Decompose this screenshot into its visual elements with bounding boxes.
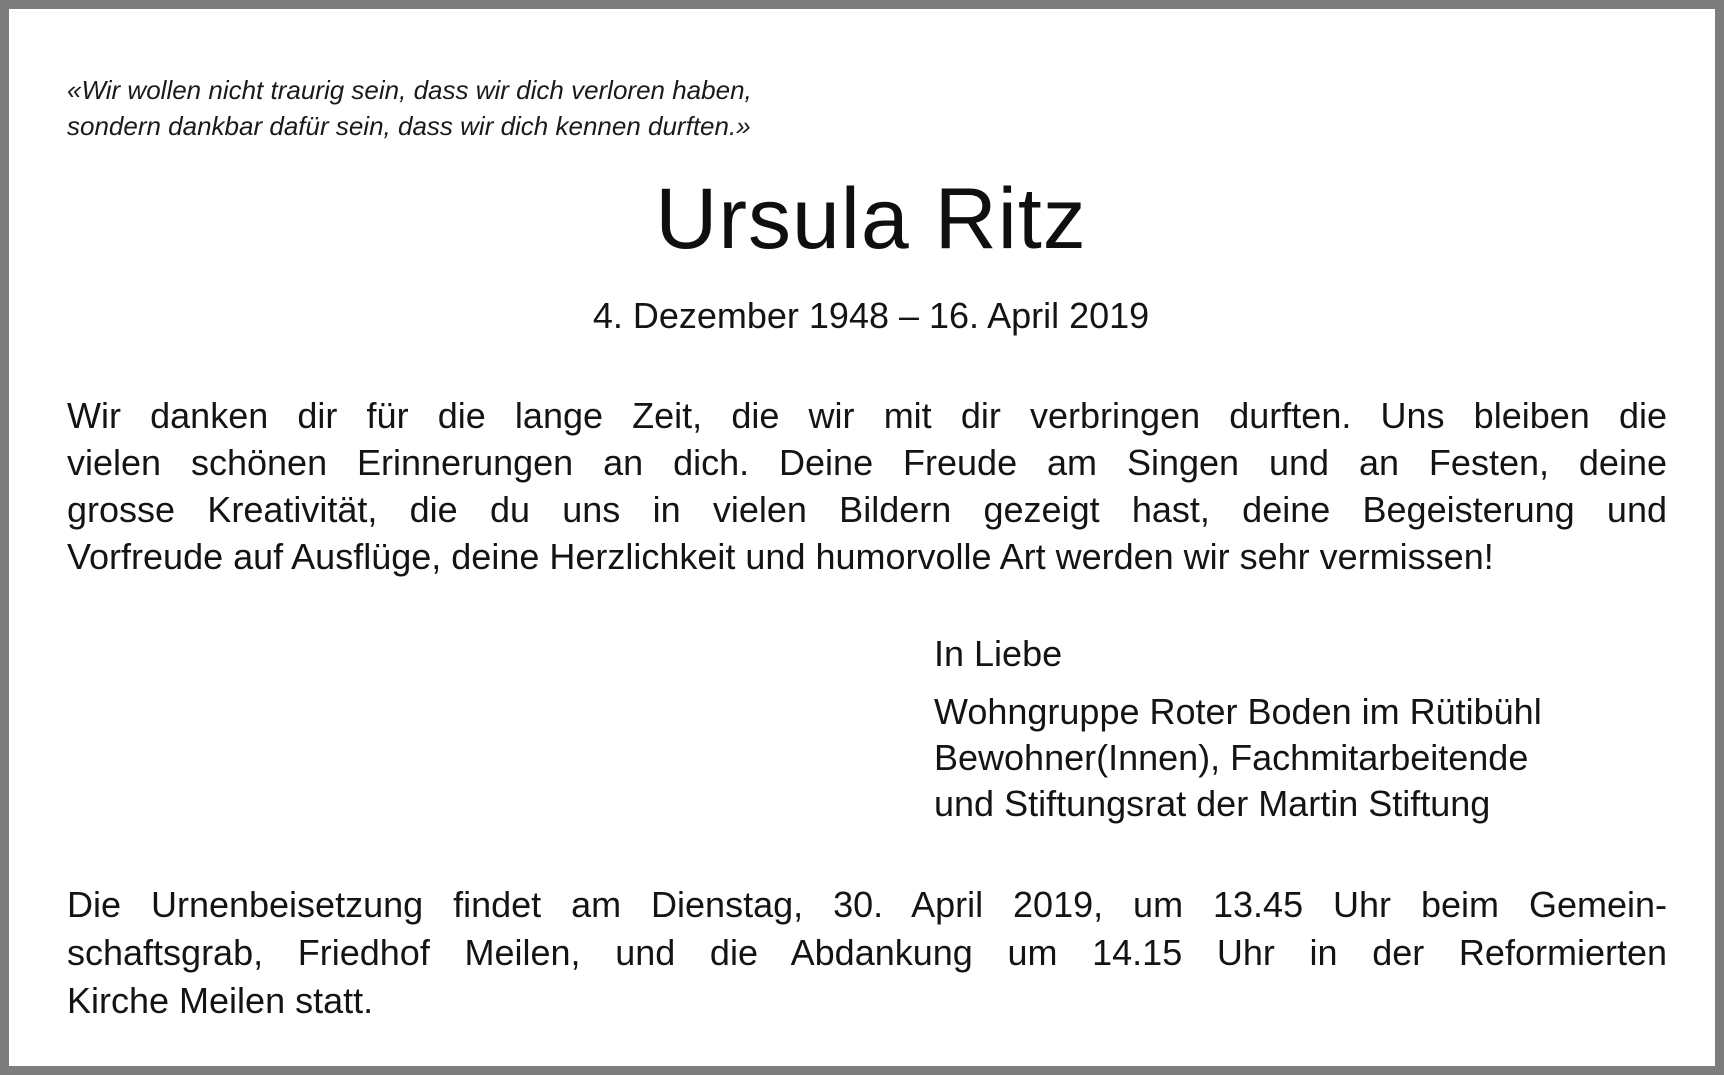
closing-block [934, 631, 1694, 827]
life-dates: 4. Dezember 1948 – 16. April 2019 [592, 295, 1150, 336]
funeral-announcement [67, 881, 1667, 1025]
tribute-line: grosse Kreativität, die du uns in vielen Bildern gezeigt hast, deine Begeisterung und [67, 489, 1667, 530]
funeral-line: schaftsgrab, Friedhof Meilen, und die Abdankung um 14.15 Uhr in der Reformierten [67, 932, 1667, 973]
closing-salutation: In Liebe [934, 633, 1063, 674]
signer-line: Wohngruppe Roter Boden im Rütibühl [934, 691, 1542, 732]
quote-line-1: «Wir wollen nicht traurig sein, dass wir dich verloren haben, [67, 75, 752, 105]
signer-line: Bewohner(Innen), Fachmitarbeitende [934, 737, 1529, 778]
funeral-line: Die Urnenbeisetzung findet am Dienstag, 30. April 2019, um 13.45 Uhr beim Gemein- [67, 884, 1667, 925]
tribute-paragraph [67, 392, 1667, 580]
signer-line: und Stiftungsrat der Martin Stiftung [934, 783, 1491, 824]
memorial-quote [67, 72, 1067, 144]
tribute-line: Wir danken dir für die lange Zeit, die wir mit dir verbringen durften. Uns bleiben die [67, 395, 1667, 436]
tribute-line: vielen schönen Erinnerungen an dich. Deine Freude am Singen und an Festen, deine [67, 442, 1667, 483]
deceased-name: Ursula Ritz [655, 171, 1087, 267]
tribute-line: Vorfreude auf Ausflüge, deine Herzlichkeit und humorvolle Art werden wir sehr vermissen! [67, 536, 1494, 577]
quote-line-2: sondern dankbar dafür sein, dass wir dich kennen durften.» [67, 111, 751, 141]
funeral-line: Kirche Meilen statt. [67, 980, 374, 1021]
